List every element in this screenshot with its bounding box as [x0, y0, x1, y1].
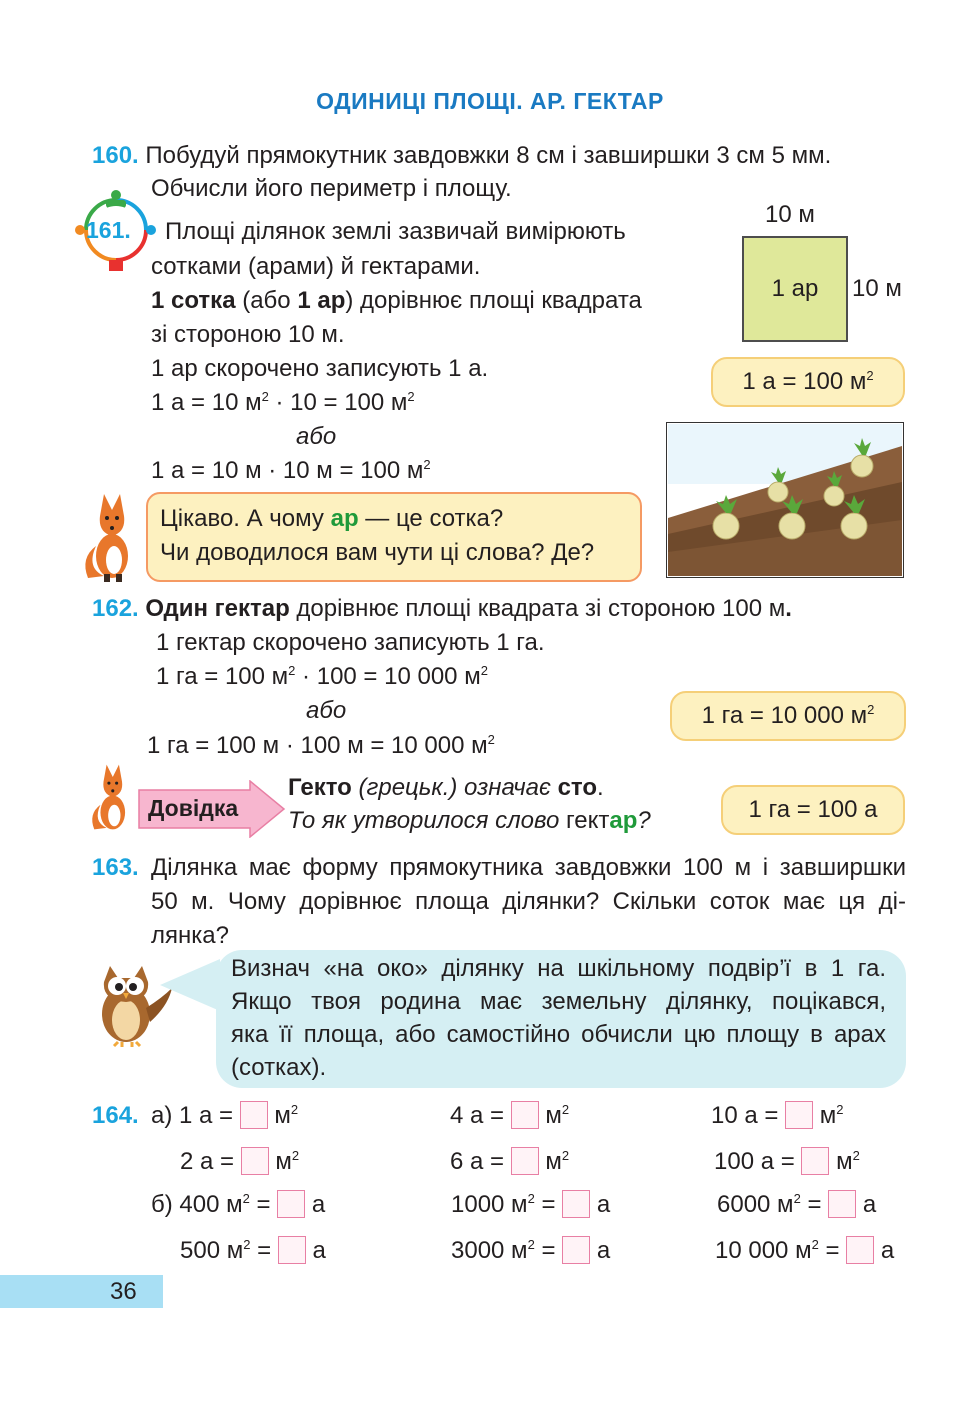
- answer-box[interactable]: [240, 1101, 268, 1129]
- fox-illustration: [84, 760, 140, 834]
- formula-ar-1: 1 а = 10 $м^2 \cdot 10 = 100$ $м^2$: [151, 389, 415, 416]
- owl-speech-bubble: [216, 950, 906, 1088]
- conversion-a-2: 4 $а = м^2$: [450, 1102, 570, 1129]
- exercise-number: 160.: [92, 142, 139, 169]
- fox-bubble-line-1: Цікаво. А чому ар — це сотка?: [160, 505, 504, 532]
- reference-line-1: Гекто (грецьк.) означає сто.: [288, 774, 604, 801]
- or-label: або: [296, 423, 337, 450]
- conversion-a-5: 6 $а = м^2$: [450, 1148, 570, 1175]
- page-number-bar: [0, 1275, 163, 1308]
- exercise-161-definition: 1 сотка (або 1 ар) дорівнює площі квадрата: [151, 287, 642, 314]
- exercise-160-line-1: 160. Побудуй прямокутник завдовжки 8 см і завширшки 3 см 5 мм.: [92, 142, 832, 169]
- ha-formula-pill: 1 га = 10 000 $м^2$: [670, 691, 906, 741]
- fox-bubble-line-2: Чи доводилося вам чути ці слова? Де?: [160, 539, 595, 566]
- answer-box[interactable]: [828, 1190, 856, 1218]
- square-side-top-label: 10 м: [765, 201, 815, 228]
- fox-speech-bubble: [146, 492, 642, 582]
- ar-square-label: 1 ар: [771, 275, 819, 302]
- exercise-number: 161.: [86, 217, 131, 243]
- conversion-a-1: а) 1 $а = м^2$: [151, 1102, 299, 1129]
- garden-illustration: [666, 422, 904, 578]
- exercise-number: 162.: [92, 595, 139, 622]
- owl-bubble-line-2: Якщо твоя родина має земельну ділянку, поцікався,: [231, 988, 886, 1015]
- exercise-161-line-1: Площі ділянок землі зазвичай вимірюють: [165, 218, 626, 245]
- owl-bubble-tail: [160, 955, 222, 1015]
- exercise-161-line-5: 1 ар скорочено записують 1 а.: [151, 355, 489, 382]
- owl-bubble-line-1: Визнач «на око» ділянку на шкільному подвір’ї в 1 га.: [231, 955, 886, 982]
- ar-square: [742, 236, 848, 342]
- owl-bubble-line-4: (сотках).: [231, 1054, 327, 1081]
- answer-box[interactable]: [511, 1147, 539, 1175]
- answer-box[interactable]: [785, 1101, 813, 1129]
- answer-box[interactable]: [241, 1147, 269, 1175]
- fox-illustration: [78, 488, 144, 584]
- formula-ar-2: 1 а = 10 м · 10 м = 100 $м^2$: [151, 457, 431, 484]
- conversion-b-5: 3000 $м^2 = а$: [451, 1237, 611, 1264]
- reference-label: Довідка: [148, 795, 239, 821]
- answer-box[interactable]: [277, 1190, 305, 1218]
- answer-box[interactable]: [562, 1236, 590, 1264]
- conversion-a-6: 100 $а = м^2$: [714, 1148, 860, 1175]
- conversion-b-1: б) 400 $м^2 = а$: [151, 1191, 326, 1218]
- conversion-b-4: 500 $м^2 = а$: [180, 1237, 326, 1264]
- conversion-b-2: 1000 $м^2 = а$: [451, 1191, 611, 1218]
- exercise-163-text-2: 50 м. Чому дорівнює площа ділянки? Скільки соток має ця ді-: [151, 888, 906, 915]
- exercise-162-line-2: 1 гектар скорочено записують 1 га.: [156, 629, 545, 656]
- exercise-163-text-1: Ділянка має форму прямокутника завдовжки 100 м і завширшки: [151, 854, 906, 881]
- exercise-number: 163.: [92, 854, 139, 881]
- owl-bubble-line-3: яка її площа, або самостійно обчисли цю площу в арах: [231, 1021, 886, 1048]
- answer-box[interactable]: [801, 1147, 829, 1175]
- exercise-160-line-2: Обчисли його периметр і площу.: [151, 175, 512, 202]
- conversion-b-3: 6000 $м^2 = а$: [717, 1191, 877, 1218]
- exercise-163-line-1: [92, 851, 139, 884]
- reference-line-2: То як утворилося слово гектар?: [288, 807, 651, 834]
- exercise-164-number: 164.: [92, 1102, 139, 1129]
- page-title: ОДИНИЦІ ПЛОЩІ. АР. ГЕКТАР: [316, 88, 664, 114]
- ha-to-ar-pill: 1 га = 100 а: [721, 785, 905, 835]
- answer-box[interactable]: [278, 1236, 306, 1264]
- ar-formula-pill: 1 а = 100 $м^2$: [711, 357, 905, 407]
- formula-ha-2: 1 га = 100 м · 100 м = 10 000 $м^2$: [147, 732, 495, 759]
- page-number: 36: [110, 1278, 137, 1305]
- answer-box[interactable]: [511, 1101, 539, 1129]
- square-side-right-label: 10 м: [852, 275, 902, 302]
- conversion-a-3: 10 $а = м^2$: [711, 1102, 844, 1129]
- or-label: або: [306, 697, 347, 724]
- exercise-163-text-3: лянка?: [151, 922, 229, 949]
- exercise-161-line-2: сотками (арами) й гектарами.: [151, 253, 481, 280]
- conversion-b-6: 10 000 $м^2 = а$: [715, 1237, 895, 1264]
- conversion-a-4: 2 $а = м^2$: [180, 1148, 300, 1175]
- answer-box[interactable]: [562, 1190, 590, 1218]
- formula-ha-1: 1 га = 100 $м^2 \cdot 100 = 10$ 000 $м^2$: [156, 663, 488, 690]
- exercise-162-line-1: 162. Один гектар дорівнює площі квадрата зі стороною 100 м.: [92, 595, 792, 622]
- exercise-161-line-4: зі стороною 10 м.: [151, 321, 345, 348]
- answer-box[interactable]: [846, 1236, 874, 1264]
